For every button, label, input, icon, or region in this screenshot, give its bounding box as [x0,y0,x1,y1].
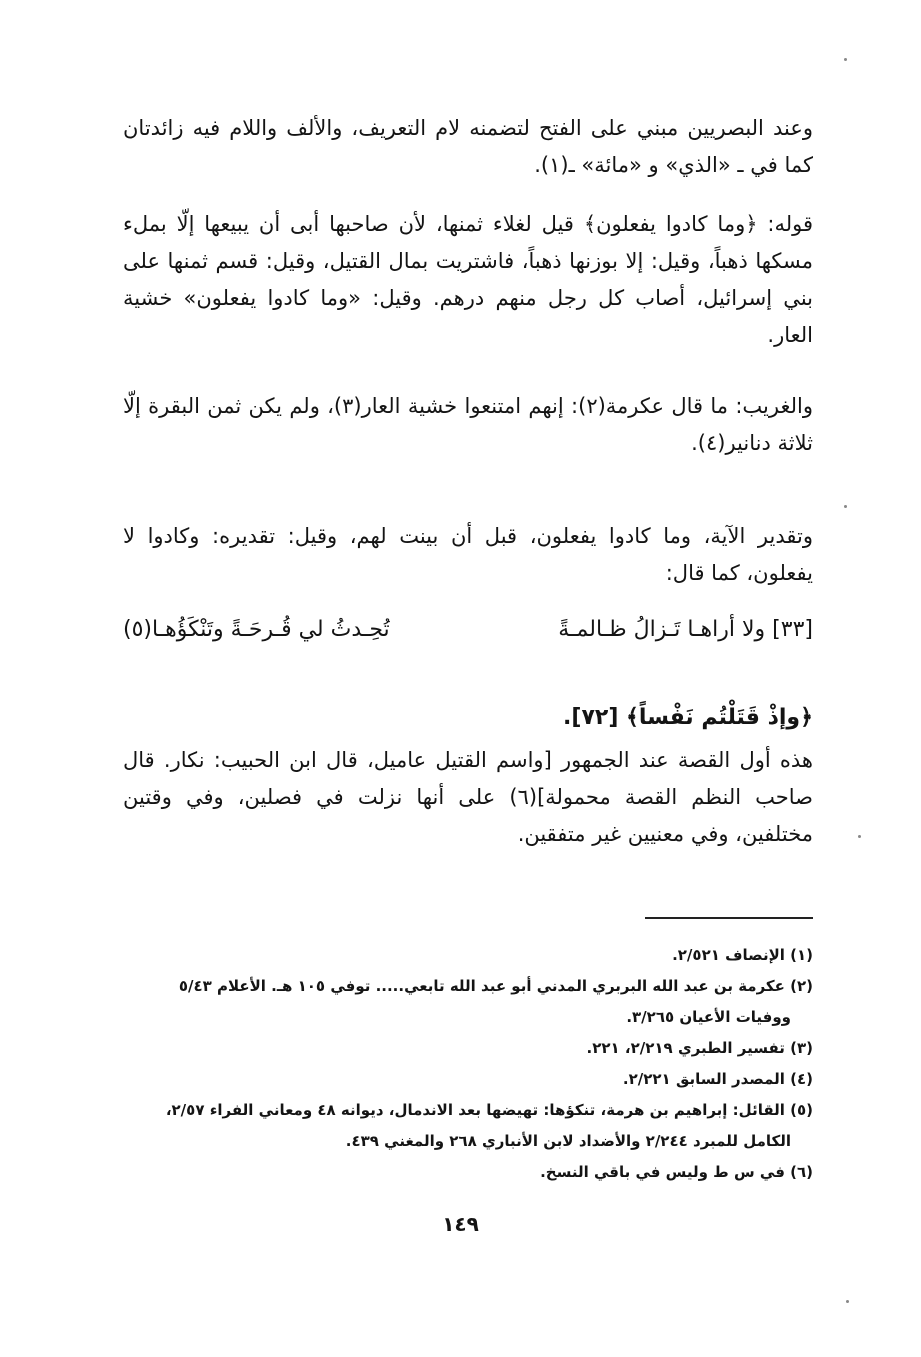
paragraph-verse-interpretation: وتقدير الآية، وما كادوا يفعلون، قبل أن بينت لهم، وقيل: تقديره: وكادوا لا يفعلون، كما قال: [123,524,813,585]
footnote-5: (٥) القائل: إبراهيم بن هرمة، تنكؤها: تهيضها بعد الاندمال، ديوانه ٤٨ ومعاني الفراء ٢/٥٧، [165,1101,813,1119]
footnote-2-continued: ووفيات الأعيان ٣/٢٦٥. [626,1008,791,1026]
paragraph-wama-kadu: قوله: ﴿وما كادوا يفعلون﴾ قيل لغلاء ثمنها، لأن صاحبها أبى أن يبيعها إلّا بملء مسكها ذهباً، وقيل: إلا بوزنها ذهباً، فاشتريت بمال القتيل، وقيل: قسم ثمنها على بني إسرائيل، أصاب كل رجل منهم درهم. وقيل: «وما كادوا يفعلون» خشية العار. [123,212,813,347]
footnote-divider [645,917,813,919]
scan-speck [846,1300,849,1303]
quran-verse-heading: ﴿وإذْ قَتَلْتُم نَفْساً﴾ [٧٢]. [563,705,813,730]
scan-speck [858,835,861,838]
poem-hemistich-1: ولا أراهـا تَـزالُ ظـالمـةً [558,617,766,642]
footnote-6: (٦) في س ط وليس في باقي النسخ. [540,1163,813,1181]
poem-line [123,612,813,648]
paragraph-basrian-view: وعند البصريين مبني على الفتح لتضمنه لام التعريف، والألف واللام فيه زائدتان كما في ـ «الذي» و «مائة» ـ(١). [123,116,813,177]
footnote-3: (٣) تفسير الطبري ٢/٢١٩، ٢٢١. [586,1039,813,1057]
paragraph-story-beginning: هذه أول القصة عند الجمهور [واسم القتيل عاميل، قال ابن الحبيب: نكار. قال صاحب النظم القصة محمولة](٦) على أنها نزلت في فصلين، وفي وقتين مختلفين، وفي معنيين غير متفقين. [123,748,813,846]
footnote-5-continued: الكامل للمبرد ٢/٢٤٤ والأضداد لابن الأنباري ٢٦٨ والمغني ٤٣٩. [345,1132,791,1150]
poem-hemistich-2: تُحِـدثُ لي قُـرحَـةً وتَنْكَؤُهـا(٥) [123,617,390,642]
paragraph-ikrimah: والغريب: ما قال عكرمة(٢): إنهم امتنعوا خشية العار(٣)، ولم يكن ثمن البقرة إلّا ثلاثة دنانير(٤). [123,394,813,455]
footnotes [123,940,813,1188]
footnote-4: (٤) المصدر السابق ٢/٢٢١. [622,1070,813,1088]
scan-speck [844,58,847,61]
poem-number: [٣٣] [772,617,813,642]
page-number: ١٤٩ [442,1212,479,1236]
scan-speck [844,505,847,508]
footnote-1: (١) الإنصاف ٢/٥٢١. [672,946,813,964]
footnote-2: (٢) عكرمة بن عبد الله البربري المدني أبو عبد الله تابعي..... توفي ١٠٥ هـ. الأعلام ٥/٤٣ [178,977,813,995]
poem-first-hemistich [558,612,813,648]
